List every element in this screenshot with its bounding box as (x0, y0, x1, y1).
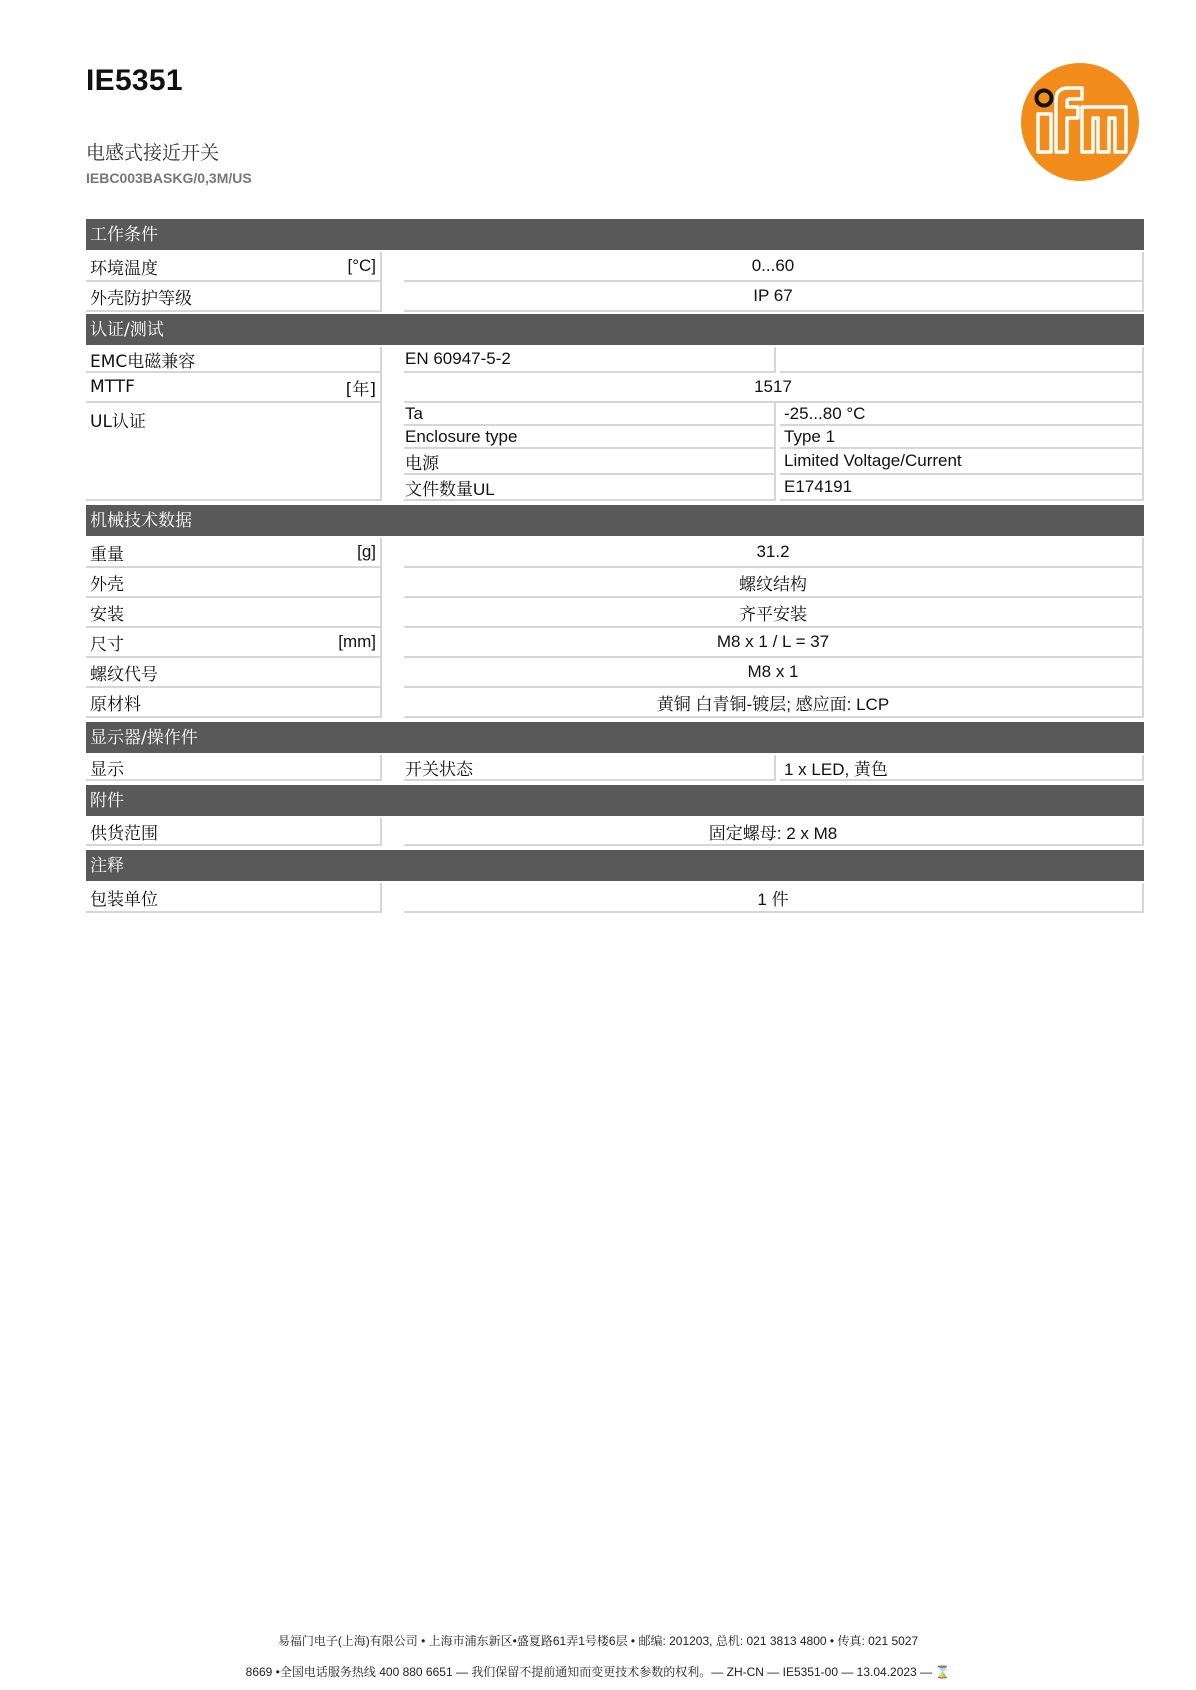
footer-line-2: 8669 •全国电话服务热线 400 880 6651 — 我们保留不提前通知而变更技术参数的权利。— ZH-CN — IE5351-00 — 13.04.2023 — ⌛ (245, 1665, 951, 1679)
section-header-operating: 工作条件 (86, 219, 1144, 250)
row-protection-rating (86, 282, 1144, 312)
label-weight: 重量 (90, 544, 124, 565)
value-mounting: 齐平安装 (404, 598, 1144, 628)
label-emc: EMC电磁兼容 (90, 351, 196, 372)
row-display (86, 755, 1144, 781)
row-mttf (86, 373, 1144, 403)
ul-row-file-number (404, 475, 1144, 501)
row-ambient-temperature (86, 252, 1144, 282)
row-housing (86, 568, 1144, 598)
value-thread: M8 x 1 (404, 658, 1144, 688)
label-ul-approval: UL认证 (90, 412, 146, 432)
unit-dimensions: [mm] (338, 632, 376, 651)
value-switching-status: 1 x LED, 黄色 (780, 755, 1144, 781)
label-mounting: 安装 (90, 604, 124, 625)
key-switching-status: 开关状态 (404, 755, 776, 781)
ul-key: Enclosure type (404, 426, 776, 449)
label-ambient-temperature: 环境温度 (90, 258, 158, 279)
unit-weight: [g] (357, 542, 376, 561)
ul-key: 文件数量UL (404, 475, 776, 501)
row-thread (86, 658, 1144, 688)
label-packaging-unit: 包装单位 (90, 889, 158, 910)
value-dimensions: M8 x 1 / L = 37 (404, 628, 1144, 658)
value-emc-extra (780, 347, 1144, 373)
value-weight: 31.2 (404, 538, 1144, 568)
value-scope-of-supply: 固定螺母: 2 x M8 (404, 818, 1144, 846)
label-materials: 原材料 (90, 694, 141, 715)
label-housing: 外壳 (90, 574, 124, 595)
section-header-display: 显示器/操作件 (86, 722, 1144, 753)
ul-row-ta (404, 403, 1144, 426)
section-header-remarks: 注释 (86, 850, 1144, 881)
ul-row-enclosure (404, 426, 1144, 449)
section-header-approvals: 认证/测试 (86, 314, 1144, 345)
value-materials: 黄铜 白青铜-镀层; 感应面: LCP (404, 688, 1144, 718)
value-ambient-temperature: 0...60 (404, 252, 1144, 282)
ul-value: Limited Voltage/Current (780, 449, 1144, 475)
value-packaging-unit: 1 件 (404, 883, 1144, 913)
ifm-logo (1020, 62, 1140, 182)
row-mounting (86, 598, 1144, 628)
datasheet-table (86, 219, 1144, 913)
type-code: IEBC003BASKG/0,3M/US (86, 170, 252, 186)
label-dimensions: 尺寸 (90, 634, 124, 655)
ul-row-power (404, 449, 1144, 475)
section-header-accessories: 附件 (86, 785, 1144, 816)
product-name: 电感式接近开关 (86, 142, 220, 164)
label-protection-rating: 外壳防护等级 (90, 288, 192, 309)
row-packaging-unit (86, 883, 1144, 913)
row-weight (86, 538, 1144, 568)
section-header-mechanical: 机械技术数据 (86, 505, 1144, 536)
label-mttf: MTTF (90, 377, 135, 397)
value-protection-rating: IP 67 (404, 282, 1144, 312)
ul-value: -25...80 °C (780, 403, 1144, 426)
value-emc: EN 60947-5-2 (404, 347, 776, 373)
ul-value: E174191 (780, 475, 1144, 501)
label-display: 显示 (90, 759, 124, 780)
label-thread: 螺纹代号 (90, 664, 158, 685)
value-mttf: 1517 (404, 373, 1144, 403)
value-housing: 螺纹结构 (404, 568, 1144, 598)
ul-key: Ta (404, 403, 776, 426)
row-materials (86, 688, 1144, 718)
unit-mttf: [年] (345, 379, 376, 400)
ul-value: Type 1 (780, 426, 1144, 449)
ul-key: 电源 (404, 449, 776, 475)
row-emc (86, 347, 1144, 373)
row-scope-of-supply (86, 818, 1144, 846)
row-ul-approval (86, 403, 1144, 501)
product-code: IE5351 (86, 64, 183, 97)
row-dimensions (86, 628, 1144, 658)
label-scope-of-supply: 供货范围 (90, 823, 158, 844)
footer-line-1: 易福门电子(上海)有限公司 • 上海市浦东新区•盛夏路61弄1号楼6层 • 邮编: 201203, 总机: 021 3813 4800 • 传真: 021 5027 (277, 1634, 919, 1648)
unit-ambient-temperature: [°C] (347, 256, 376, 275)
